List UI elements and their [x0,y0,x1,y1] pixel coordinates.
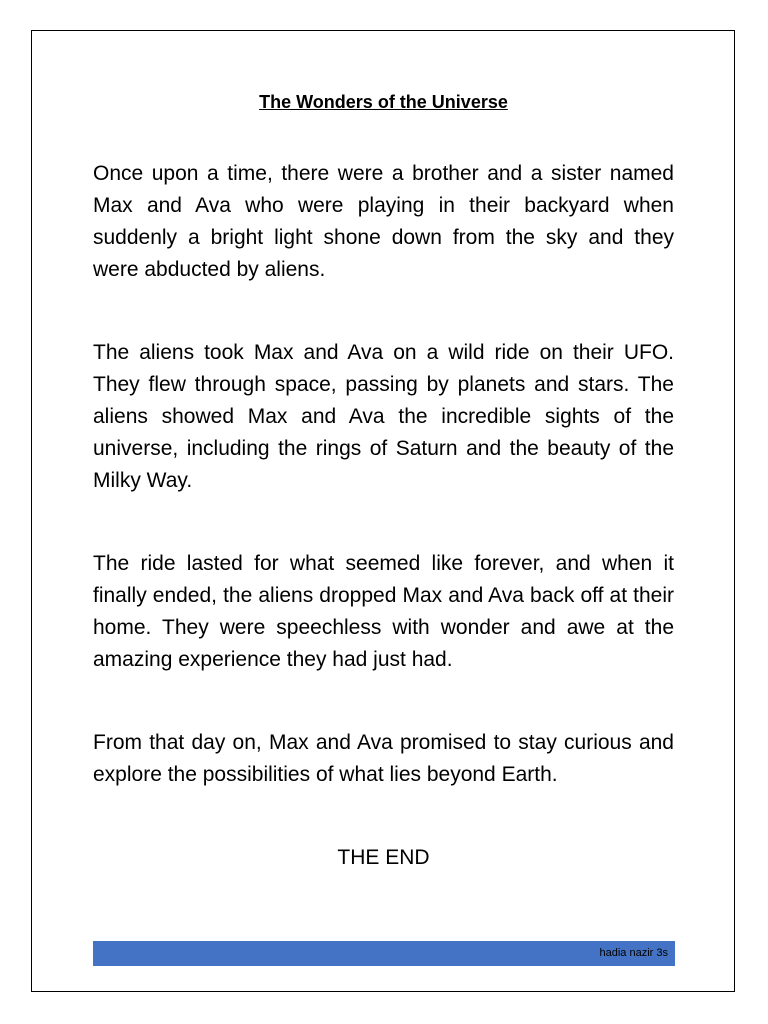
story-paragraph: The ride lasted for what seemed like forever, and when it finally ended, the aliens dropped Max and Ava back off at their home. They were speechless with wonder and awe at the amazing experience they had just had. [93,552,674,671]
the-end-label: THE END [337,846,430,869]
document-body [93,90,674,874]
story-paragraph: From that day on, Max and Ava promised to stay curious and explore the possibilities of what lies beyond Earth. [93,731,674,786]
footer-author: hadia nazir 3s [599,947,668,959]
footer-bar [93,941,675,966]
story-paragraph: The aliens took Max and Ava on a wild ride on their UFO. They flew through space, passing by planets and stars. The aliens showed Max and Ava the incredible sights of the universe, including the rings of Saturn and the beauty of the Milky Way. [93,341,674,492]
document-title: The Wonders of the Universe [259,92,508,112]
story-paragraph: Once upon a time, there were a brother and a sister named Max and Ava who were playing in their backyard when suddenly a bright light shone down from the sky and they were abducted by aliens. [93,162,674,281]
